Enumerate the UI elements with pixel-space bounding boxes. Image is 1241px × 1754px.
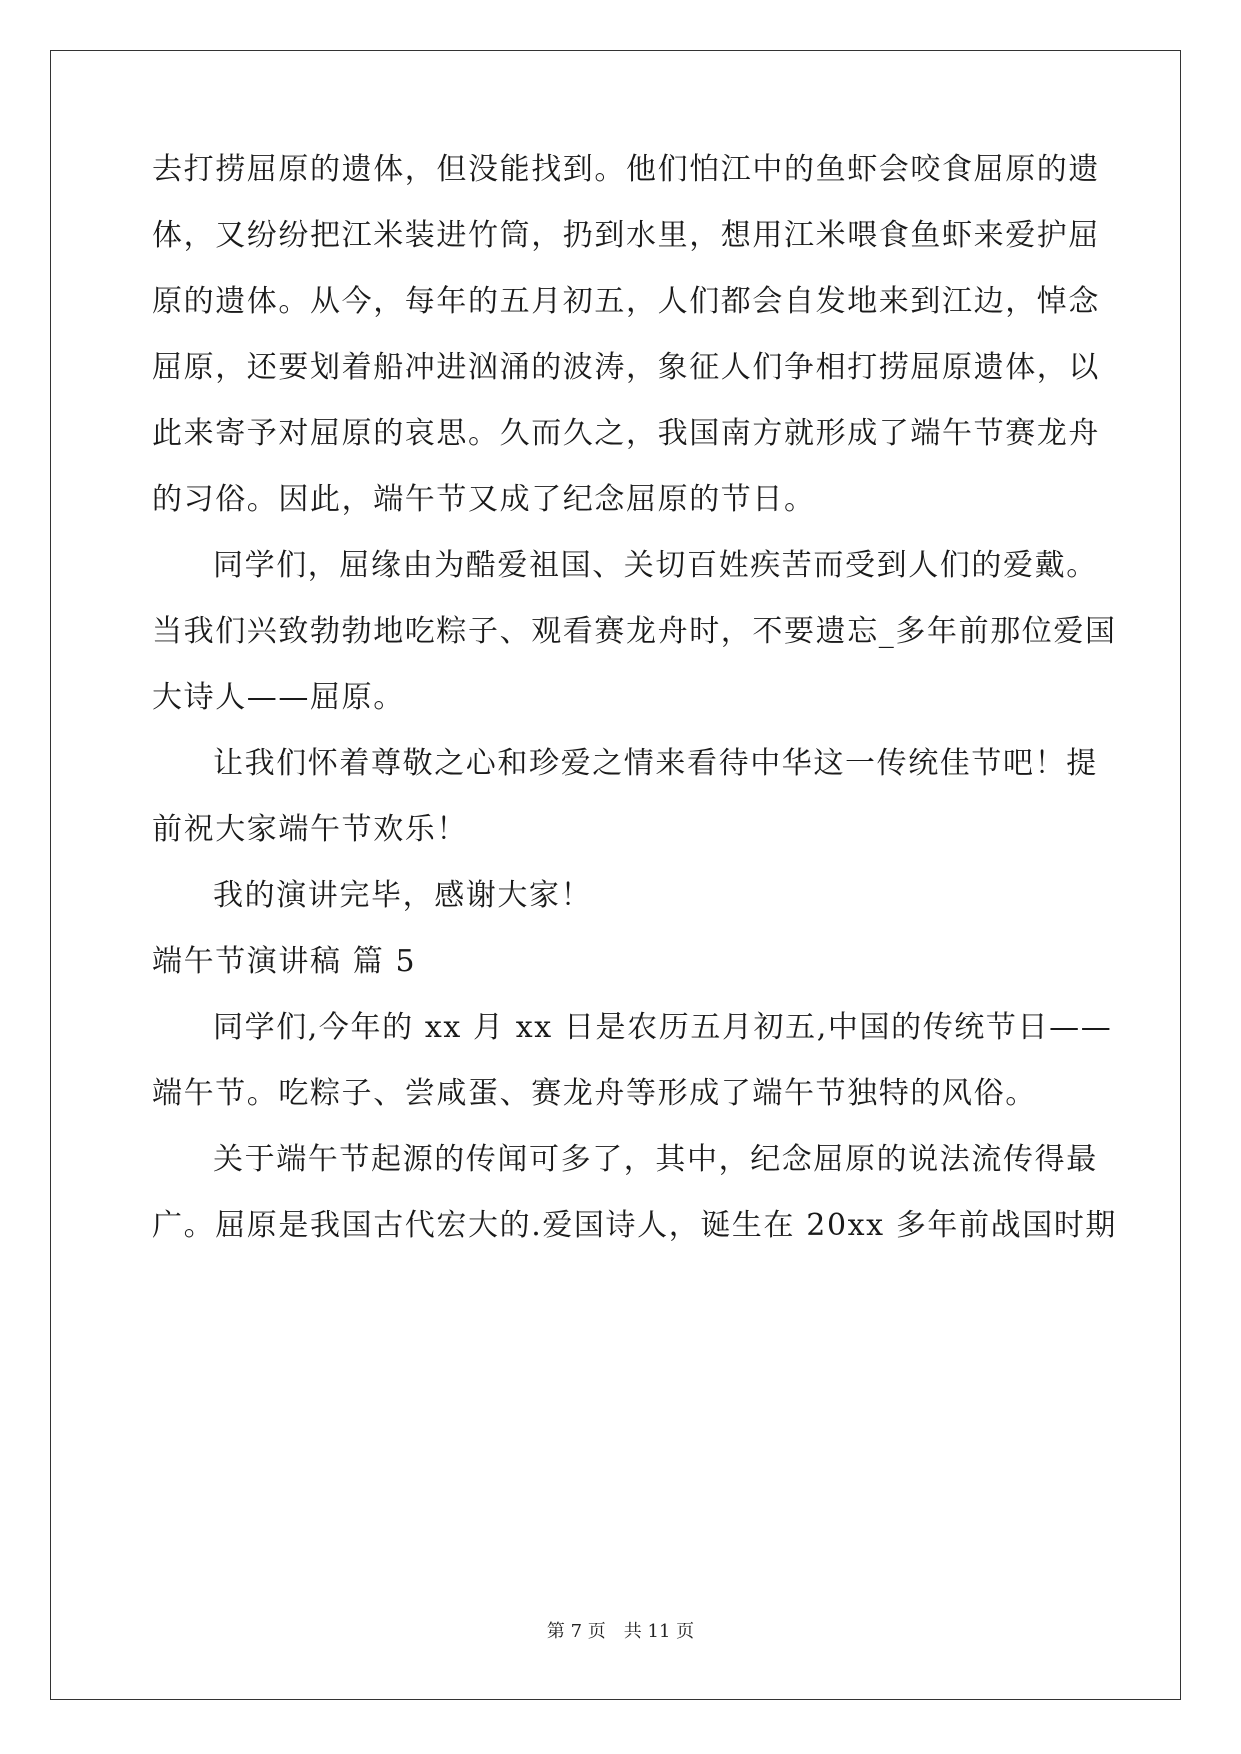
section-heading: 端午节演讲稿 篇 5 [152, 944, 417, 979]
text-line: 此来寄予对屈原的哀思。久而久之，我国南方就形成了端午节赛龙舟 [152, 416, 1100, 451]
text-line: 广。屈原是我国古代宏大的.爱国诗人，诞生在 20xx 多年前战国时期 [152, 1208, 1118, 1243]
text-line: 当我们兴致勃勃地吃粽子、观看赛龙舟时，不要遗忘_多年前那位爱国 [152, 614, 1117, 649]
text-line: 端午节。吃粽子、尝咸蛋、赛龙舟等形成了端午节独特的风俗。 [152, 1076, 1037, 1111]
text-line: 的习俗。因此，端午节又成了纪念屈原的节日。 [152, 482, 816, 517]
text-line: 前祝大家端午节欢乐！ [152, 812, 468, 847]
text-line: 体，又纷纷把江米装进竹筒，扔到水里，想用江米喂食鱼虾来爱护屈 [152, 218, 1100, 253]
page-footer [0, 1620, 1241, 1644]
text-line: 屈原，还要划着船冲进汹涌的波涛，象征人们争相打捞屈原遗体，以 [152, 350, 1100, 385]
paragraph-start-line: 我的演讲完毕，感谢大家！ [213, 878, 593, 913]
text-line: 原的遗体。从今，每年的五月初五，人们都会自发地来到江边，悼念 [152, 284, 1100, 319]
paragraph-start-line: 同学们,今年的 xx 月 xx 日是农历五月初五,中国的传统节日—— [213, 1010, 1113, 1045]
text-line: 大诗人——屈原。 [152, 680, 405, 715]
paragraph-start-line: 让我们怀着尊敬之心和珍爱之情来看待中华这一传统佳节吧！提 [213, 746, 1098, 781]
page-total: 共 11 页 [623, 1621, 695, 1642]
text-line: 去打捞屈原的遗体，但没能找到。他们怕江中的鱼虾会咬食屈原的遗 [152, 152, 1100, 187]
paragraph-start-line: 同学们，屈缘由为酷爱祖国、关切百姓疾苦而受到人们的爱戴。 [213, 548, 1098, 583]
page-number: 第 7 页 [546, 1621, 606, 1642]
paragraph-start-line: 关于端午节起源的传闻可多了，其中，纪念屈原的说法流传得最 [213, 1142, 1098, 1177]
